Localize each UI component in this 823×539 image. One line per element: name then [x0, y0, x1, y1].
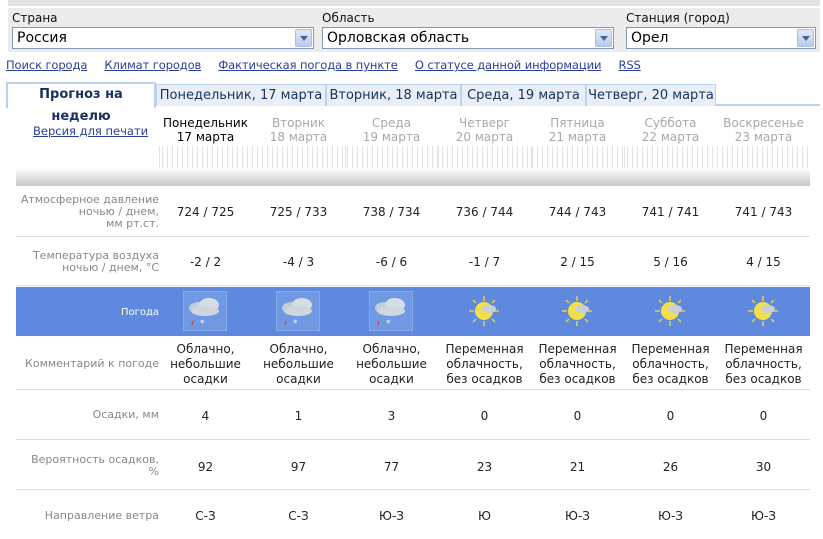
chevron-down-icon[interactable]	[295, 29, 312, 47]
temperature-value: 5 / 16	[653, 255, 688, 269]
row-pressure	[16, 186, 810, 237]
temperature-value: 2 / 15	[560, 255, 595, 269]
probability-value: 97	[290, 460, 307, 474]
row-probability	[16, 440, 810, 490]
comment-value: Переменная облачность, без осадков	[445, 342, 524, 386]
table-header	[16, 108, 810, 186]
row-wind	[16, 490, 810, 539]
wind-value: Ю-З	[565, 509, 590, 523]
comment-value: Облачно, небольшие осадки	[263, 342, 334, 386]
precipitation-value: 0	[666, 409, 675, 423]
header-shade	[16, 168, 810, 186]
region-field	[322, 11, 614, 49]
comment-value: Переменная облачность, без осадков	[724, 342, 803, 386]
day-header-mon: Понедельник 17 марта	[163, 116, 248, 144]
country-select[interactable]	[12, 27, 314, 49]
comment-value: Переменная облачность, без осадков	[538, 342, 617, 386]
temperature-value: -6 / 6	[375, 255, 408, 269]
comment-value: Облачно, небольшие осадки	[356, 342, 427, 386]
country-label: Страна	[12, 11, 58, 25]
comment-value: Переменная облачность, без осадков	[631, 342, 710, 386]
row-label-precipitation: Осадки, мм	[92, 408, 159, 421]
precipitation-value: 1	[294, 409, 303, 423]
probability-value: 77	[383, 460, 400, 474]
link-city-climate[interactable]: Климат городов	[104, 58, 202, 72]
row-weather	[16, 287, 810, 336]
day-header-thu: Четверг 20 марта	[455, 116, 514, 144]
country-field	[12, 11, 314, 49]
tab-tuesday[interactable]: Вторник, 18 марта	[326, 84, 461, 106]
partly-cloudy-icon	[648, 291, 692, 331]
station-select[interactable]	[626, 27, 816, 49]
day-header-fri: Пятница 21 марта	[548, 116, 607, 144]
cloudy-light-precipitation-icon	[183, 291, 227, 331]
row-label-wind: Направление ветра	[44, 509, 159, 522]
row-label-probability: Вероятность осадков, %	[31, 453, 159, 478]
pressure-value: 744 / 743	[548, 205, 607, 219]
temperature-value: -2 / 2	[189, 255, 222, 269]
probability-value: 26	[662, 460, 679, 474]
row-label-pressure: Атмосферное давление ночью / днем, мм рт.ст.	[20, 193, 159, 230]
chevron-down-icon[interactable]	[797, 29, 814, 47]
partly-cloudy-icon	[555, 291, 599, 331]
link-actual-weather[interactable]: Фактическая погода в пункте	[218, 58, 398, 72]
station-label: Станция (город)	[626, 11, 730, 25]
tab-monday[interactable]: Понедельник, 17 марта	[156, 84, 326, 106]
partly-cloudy-icon	[462, 291, 506, 331]
wind-value: Ю-З	[658, 509, 683, 523]
forecast-tabs	[6, 82, 820, 124]
comment-value: Облачно, небольшие осадки	[170, 342, 241, 386]
row-label-temperature: Температура воздуха ночью / днем, °С	[32, 249, 159, 274]
row-precipitation	[16, 390, 810, 440]
nav-links	[6, 54, 653, 70]
link-rss[interactable]: RSS	[618, 58, 641, 72]
wind-value: Ю	[478, 509, 491, 523]
temperature-value: -4 / 3	[282, 255, 315, 269]
chevron-down-icon[interactable]	[595, 29, 612, 47]
pressure-value: 725 / 733	[269, 205, 328, 219]
precipitation-value: 0	[480, 409, 489, 423]
pressure-value: 741 / 741	[641, 205, 700, 219]
row-temperature	[16, 237, 810, 286]
day-header-tue: Вторник 18 марта	[269, 116, 328, 144]
precipitation-value: 3	[387, 409, 396, 423]
tab-thursday[interactable]: Четверг, 20 марта	[586, 84, 716, 106]
cloudy-light-precipitation-icon	[369, 291, 413, 331]
partly-cloudy-icon	[741, 291, 785, 331]
probability-value: 23	[476, 460, 493, 474]
row-label-weather: Погода	[120, 307, 159, 318]
forecast-table	[16, 108, 810, 539]
temperature-value: 4 / 15	[746, 255, 781, 269]
tab-wednesday[interactable]: Среда, 19 марта	[461, 84, 586, 106]
probability-value: 92	[197, 460, 214, 474]
day-header-sat: Суббота 22 марта	[641, 116, 700, 144]
svg-text:*: *	[200, 319, 205, 329]
precipitation-value: 0	[759, 409, 768, 423]
wind-value: Ю-З	[751, 509, 776, 523]
region-label: Область	[322, 11, 375, 25]
row-label-comment: Комментарий к погоде	[25, 357, 159, 370]
region-value: Орловская область	[327, 30, 470, 46]
pressure-value: 741 / 743	[734, 205, 793, 219]
day-header-sun: Воскресенье 23 марта	[723, 116, 804, 144]
pressure-value: 738 / 734	[362, 205, 421, 219]
cloudy-light-precipitation-icon	[276, 291, 320, 331]
tab-week[interactable]: Прогноз на неделю	[6, 82, 156, 108]
region-select[interactable]	[322, 27, 614, 49]
svg-text:*: *	[386, 319, 391, 329]
probability-value: 30	[755, 460, 772, 474]
wind-value: Ю-З	[379, 509, 404, 523]
station-field	[626, 11, 816, 49]
print-version-link[interactable]: Версия для печати	[33, 124, 149, 138]
country-value: Россия	[17, 30, 67, 46]
link-info-status[interactable]: О статусе данной информации	[414, 58, 602, 72]
precipitation-value: 4	[201, 409, 210, 423]
station-value: Орел	[631, 30, 669, 46]
temperature-value: -1 / 7	[468, 255, 501, 269]
top-strip	[8, 0, 820, 6]
probability-value: 21	[569, 460, 586, 474]
row-comment	[16, 337, 810, 390]
wind-value: С-З	[195, 509, 216, 523]
location-selectors	[8, 8, 820, 52]
day-header-wed: Среда 19 марта	[362, 116, 421, 144]
precipitation-value: 0	[573, 409, 582, 423]
pressure-value: 724 / 725	[176, 205, 235, 219]
svg-text:*: *	[293, 319, 298, 329]
link-city-search[interactable]: Поиск города	[6, 58, 88, 72]
pressure-value: 736 / 744	[455, 205, 514, 219]
wind-value: С-З	[288, 509, 309, 523]
